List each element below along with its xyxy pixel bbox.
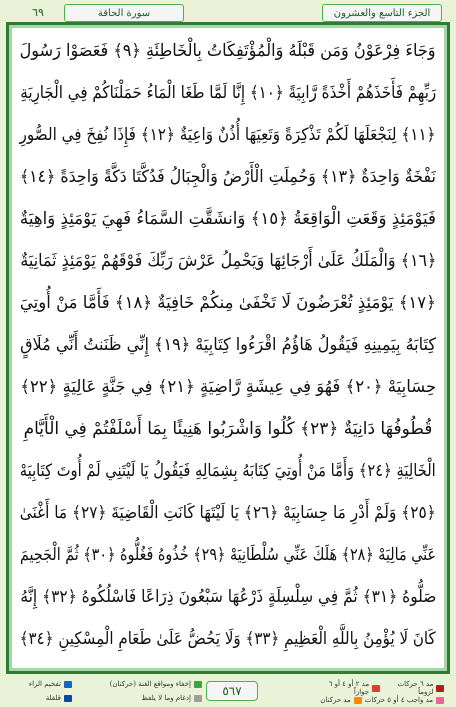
text-line: صَلُّوهُ ﴿٣١﴾ ثُمَّ فِي سِلْسِلَةٍ ذَرْعُهَا سَبْعُونَ ذِرَاعًا فَاسْلُكُوهُ ﴿٣٢﴾ إِنَّهُ [19,586,436,607]
color-swatch-icon [64,695,72,702]
color-swatch-icon [194,681,202,688]
text-line: وَجَاءَ فِرْعَوْنُ وَمَن قَبْلَهُ وَالْمُؤْتَفِكَاتُ بِالْخَاطِئَةِ ﴿٩﴾ فَعَصَوْا رَسُولَ [19,40,436,61]
color-swatch-icon [372,685,380,692]
text-line: عَنِّي مَالِيَهْ ﴿٢٨﴾ هَلَكَ عَنِّي سُلْطَانِيَهْ ﴿٢٩﴾ خُذُوهُ فَغُلُّوهُ ﴿٣٠﴾ ثُمَّ الْجَحِيمَ [20,544,436,565]
text-line: ﴿١٦﴾ وَالْمَلَكُ عَلَىٰ أَرْجَائِهَا وَيَحْمِلُ عَرْشَ رَبِّكَ فَوْقَهُمْ يَوْمَئِذٍ ثَمَانِيَةٌ [20,250,436,271]
color-swatch-icon [436,697,444,704]
page-number: ٥٦٧ [206,681,258,701]
page-header [6,2,450,22]
color-swatch-icon [64,681,72,688]
text-line: فَيَوْمَئِذٍ وَقَعَتِ الْوَاقِعَةُ ﴿١٥﴾ وَانشَقَّتِ السَّمَاءُ فَهِيَ يَوْمَئِذٍ وَاهِيَةٌ [20,208,436,229]
surah-label: سورة الحاقة [64,4,184,22]
text-line: كِتَابَهُ بِيَمِينِهِ فَيَقُولُ هَاؤُمُ اقْرَءُوا كِتَابِيَهْ ﴿١٩﴾ إِنِّي ظَنَنتُ أَنِّي مُلَاقٍ [20,334,436,355]
color-swatch-icon [354,697,362,704]
text-line: ﴿١٧﴾ يَوْمَئِذٍ تُعْرَضُونَ لَا تَخْفَىٰ مِنكُمْ خَافِيَةٌ ﴿١٨﴾ فَأَمَّا مَنْ أُوتِيَ [19,292,436,313]
text-line: ﴿٢٥﴾ وَلَمْ أَدْرِ مَا حِسَابِيَهْ ﴿٢٦﴾ يَا لَيْتَهَا كَانَتِ الْقَاضِيَةَ ﴿٢٧﴾ مَا أَغْنَىٰ [20,502,436,523]
color-swatch-icon [436,685,444,692]
text-line: قُطُوفُهَا دَانِيَةٌ ﴿٢٣﴾ كُلُوا وَاشْرَبُوا هَنِيئًا بِمَا أَسْلَفْتُمْ فِي الْأَيَّامِ [23,418,433,439]
juz-label: الجزء التاسع والعشرون [322,4,442,22]
text-line: ﴿١١﴾ لِنَجْعَلَهَا لَكُمْ تَذْكِرَةً وَتَعِيَهَا أُذُنٌ وَاعِيَةٌ ﴿١٢﴾ فَإِذَا نُفِخَ فِي الصُّورِ [19,124,436,145]
page-footer [6,678,450,704]
tajweed-legend-left: تفخيم الراء قلقلة [12,680,72,702]
text-line: كَانَ لَا يُؤْمِنُ بِاللَّهِ الْعَظِيمِ ﴿٣٣﴾ وَلَا يَحُضُّ عَلَىٰ طَعَامِ الْمِسْكِينِ ﴿٣٤﴾ [20,628,436,649]
tajweed-legend-right: مد ٦ حركات لزوماً مد ٢ أو ٤ أو ٦ جوازاً مد واجب ٤ أو ٥ حركات مد حركتان [314,680,444,702]
color-swatch-icon [194,695,202,702]
text-line: رَبِّهِمْ فَأَخَذَهُمْ أَخْذَةً رَّابِيَةً ﴿١٠﴾ إِنَّا لَمَّا طَغَا الْمَاءُ حَمَلْنَاكُمْ فِي الْجَارِيَةِ [20,82,436,103]
surah-number: ٦٩ [32,5,44,19]
text-line: الْخَالِيَةِ ﴿٢٤﴾ وَأَمَّا مَنْ أُوتِيَ كِتَابَهُ بِشِمَالِهِ فَيَقُولُ يَا لَيْتَنِي لَمْ أُوتَ كِتَابِيَهْ [20,460,436,481]
tajweed-legend-center: إخفاء ومواقع الغنة (حركتان) إدغام وما لا يلفظ [82,680,202,702]
quran-text [18,32,438,660]
text-line: حِسَابِيَهْ ﴿٢٠﴾ فَهُوَ فِي عِيشَةٍ رَّاضِيَةٍ ﴿٢١﴾ فِي جَنَّةٍ عَالِيَةٍ ﴿٢٢﴾ [20,376,436,397]
text-line: نَفْخَةٌ وَاحِدَةٌ ﴿١٣﴾ وَحُمِلَتِ الْأَرْضُ وَالْجِبَالُ فَدُكَّتَا دَكَّةً وَاحِدَةً ﴿١٤﴾ [20,166,436,187]
